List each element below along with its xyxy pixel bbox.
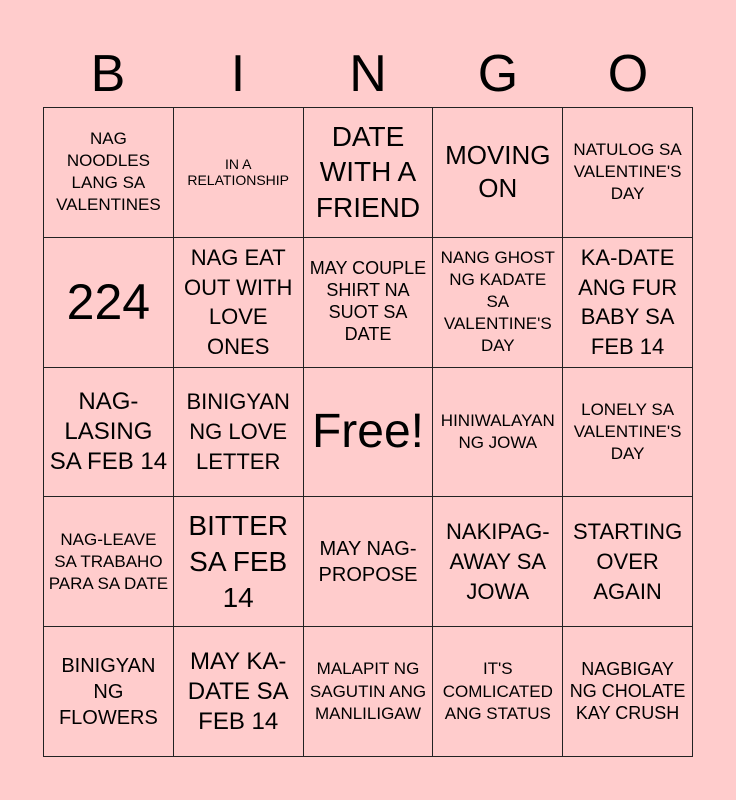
bingo-cell-b1[interactable]: NAG NOODLES LANG SA VALENTINES [44,108,174,238]
header-letter-o: O [607,45,649,103]
header-letter-n: N [349,45,387,103]
bingo-cell-i1[interactable]: IN A RELATIONSHIP [174,108,304,238]
bingo-cell-o4[interactable]: STARTING OVER AGAIN [563,497,693,627]
bingo-cell-b3[interactable]: NAG-LASING SA FEB 14 [44,368,174,498]
bingo-cell-o2[interactable]: KA-DATE ANG FUR BABY SA FEB 14 [563,238,693,368]
bingo-cell-n2[interactable]: MAY COUPLE SHIRT NA SUOT SA DATE [304,238,434,368]
bingo-cell-i2[interactable]: NAG EAT OUT WITH LOVE ONES [174,238,304,368]
bingo-cell-g3[interactable]: HINIWALAYAN NG JOWA [433,368,563,498]
bingo-cell-n5[interactable]: MALAPIT NG SAGUTIN ANG MANLILIGAW [304,627,434,757]
header-letter-g: G [477,45,519,103]
bingo-cell-i3[interactable]: BINIGYAN NG LOVE LETTER [174,368,304,498]
bingo-cell-g2[interactable]: NANG GHOST NG KADATE SA VALENTINE'S DAY [433,238,563,368]
bingo-cell-n4[interactable]: MAY NAG-PROPOSE [304,497,434,627]
bingo-cell-g5[interactable]: IT'S COMLICATED ANG STATUS [433,627,563,757]
header-letter-b: B [90,45,126,103]
bingo-cell-i4[interactable]: BITTER SA FEB 14 [174,497,304,627]
bingo-cell-free[interactable]: Free! [304,368,434,498]
bingo-board [43,107,693,757]
header-letter-i: I [230,45,246,103]
bingo-cell-b5[interactable]: BINIGYAN NG FLOWERS [44,627,174,757]
bingo-cell-n1[interactable]: DATE WITH A FRIEND [304,108,434,238]
bingo-header [43,40,693,108]
bingo-cell-o1[interactable]: NATULOG SA VALENTINE'S DAY [563,108,693,238]
bingo-cell-b4[interactable]: NAG-LEAVE SA TRABAHO PARA SA DATE [44,497,174,627]
bingo-cell-g1[interactable]: MOVING ON [433,108,563,238]
bingo-cell-o5[interactable]: NAGBIGAY NG CHOLATE KAY CRUSH [563,627,693,757]
bingo-cell-g4[interactable]: NAKIPAG-AWAY SA JOWA [433,497,563,627]
bingo-cell-o3[interactable]: LONELY SA VALENTINE'S DAY [563,368,693,498]
bingo-cell-i5[interactable]: MAY KA-DATE SA FEB 14 [174,627,304,757]
bingo-cell-b2[interactable]: 224 [44,238,174,368]
